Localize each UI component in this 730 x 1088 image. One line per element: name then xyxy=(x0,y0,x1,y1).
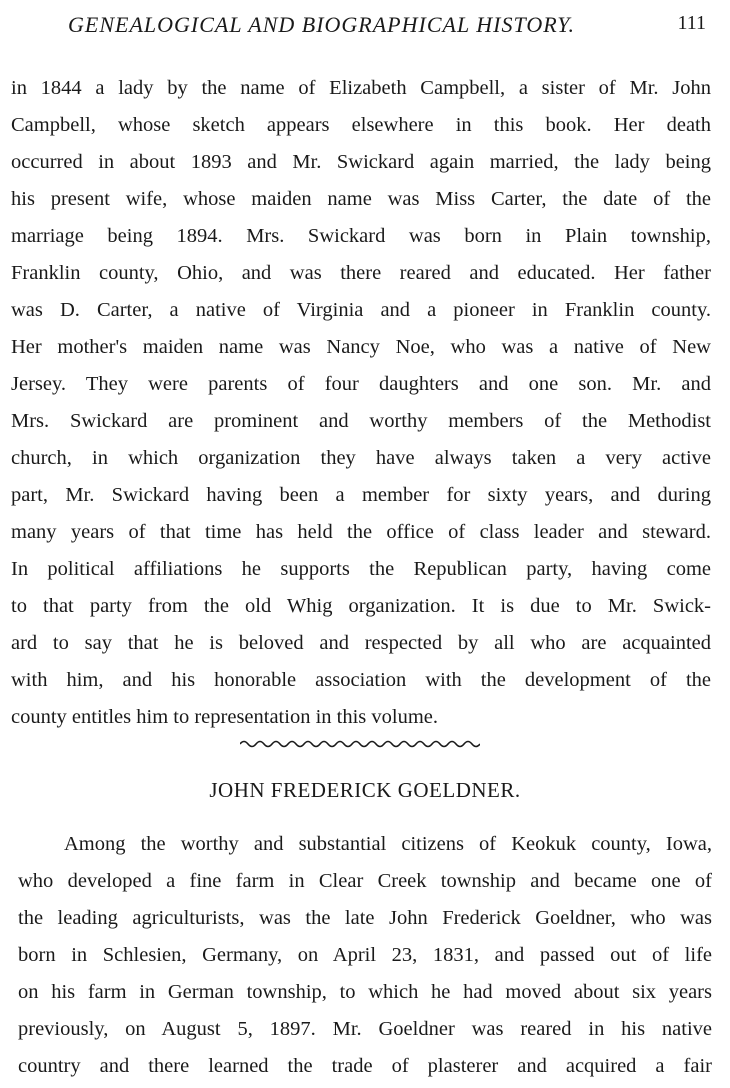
text-line: Her mother's maiden name was Nancy Noe, who was a native of New xyxy=(11,336,711,358)
text-line: on his farm in German township, to which he had moved about six years xyxy=(18,981,712,1003)
text-line: Mrs. Swickard are prominent and worthy members of the Methodist xyxy=(11,410,711,432)
text-line: part, Mr. Swickard having been a member for sixty years, and during xyxy=(11,484,711,506)
text-line: the leading agriculturists, was the late John Frederick Goeldner, who was xyxy=(18,907,712,929)
text-line: church, in which organization they have always taken a very active xyxy=(11,447,711,469)
text-line: ard to say that he is beloved and respected by all who are acquainted xyxy=(11,632,711,654)
text-line: with him, and his honorable association with the development of the xyxy=(11,669,711,691)
text-line: Franklin county, Ohio, and was there reared and educated. Her father xyxy=(11,262,711,284)
text-line: In political affiliations he supports the Republican party, having come xyxy=(11,558,711,580)
text-line: country and there learned the trade of plasterer and acquired a fair xyxy=(18,1055,712,1077)
text-line: Campbell, whose sketch appears elsewhere in this book. Her death xyxy=(11,114,711,136)
text-line: previously, on August 5, 1897. Mr. Goeldner was reared in his native xyxy=(18,1018,712,1040)
wavy-divider xyxy=(240,736,480,750)
text-line: Among the worthy and substantial citizens of Keokuk county, Iowa, xyxy=(64,833,712,855)
text-line: Jersey. They were parents of four daughters and one son. Mr. and xyxy=(11,373,711,395)
text-line: occurred in about 1893 and Mr. Swickard again married, the lady being xyxy=(11,151,711,173)
page-header xyxy=(0,10,730,46)
text-line: born in Schlesien, Germany, on April 23, 1831, and passed out of life xyxy=(18,944,712,966)
text-line: his present wife, whose maiden name was Miss Carter, the date of the xyxy=(11,188,711,210)
text-line: county entitles him to representation in this volume. xyxy=(11,706,439,728)
continued-biography-text xyxy=(11,70,711,736)
running-title: GENEALOGICAL AND BIOGRAPHICAL HISTORY. xyxy=(68,12,575,37)
text-line: who developed a fine farm in Clear Creek township and became one of xyxy=(18,870,712,892)
text-line: marriage being 1894. Mrs. Swickard was born in Plain township, xyxy=(11,225,711,247)
text-line: many years of that time has held the office of class leader and steward. xyxy=(11,521,711,543)
text-line: was D. Carter, a native of Virginia and a pioneer in Franklin county. xyxy=(11,299,711,321)
text-line: in 1844 a lady by the name of Elizabeth Campbell, a sister of Mr. John xyxy=(11,77,711,99)
goeldner-biography-text xyxy=(18,826,712,1085)
text-line: to that party from the old Whig organization. It is due to Mr. Swick- xyxy=(11,595,711,617)
page-number: 111 xyxy=(677,12,706,34)
section-title: JOHN FREDERICK GOELDNER. xyxy=(209,778,521,802)
